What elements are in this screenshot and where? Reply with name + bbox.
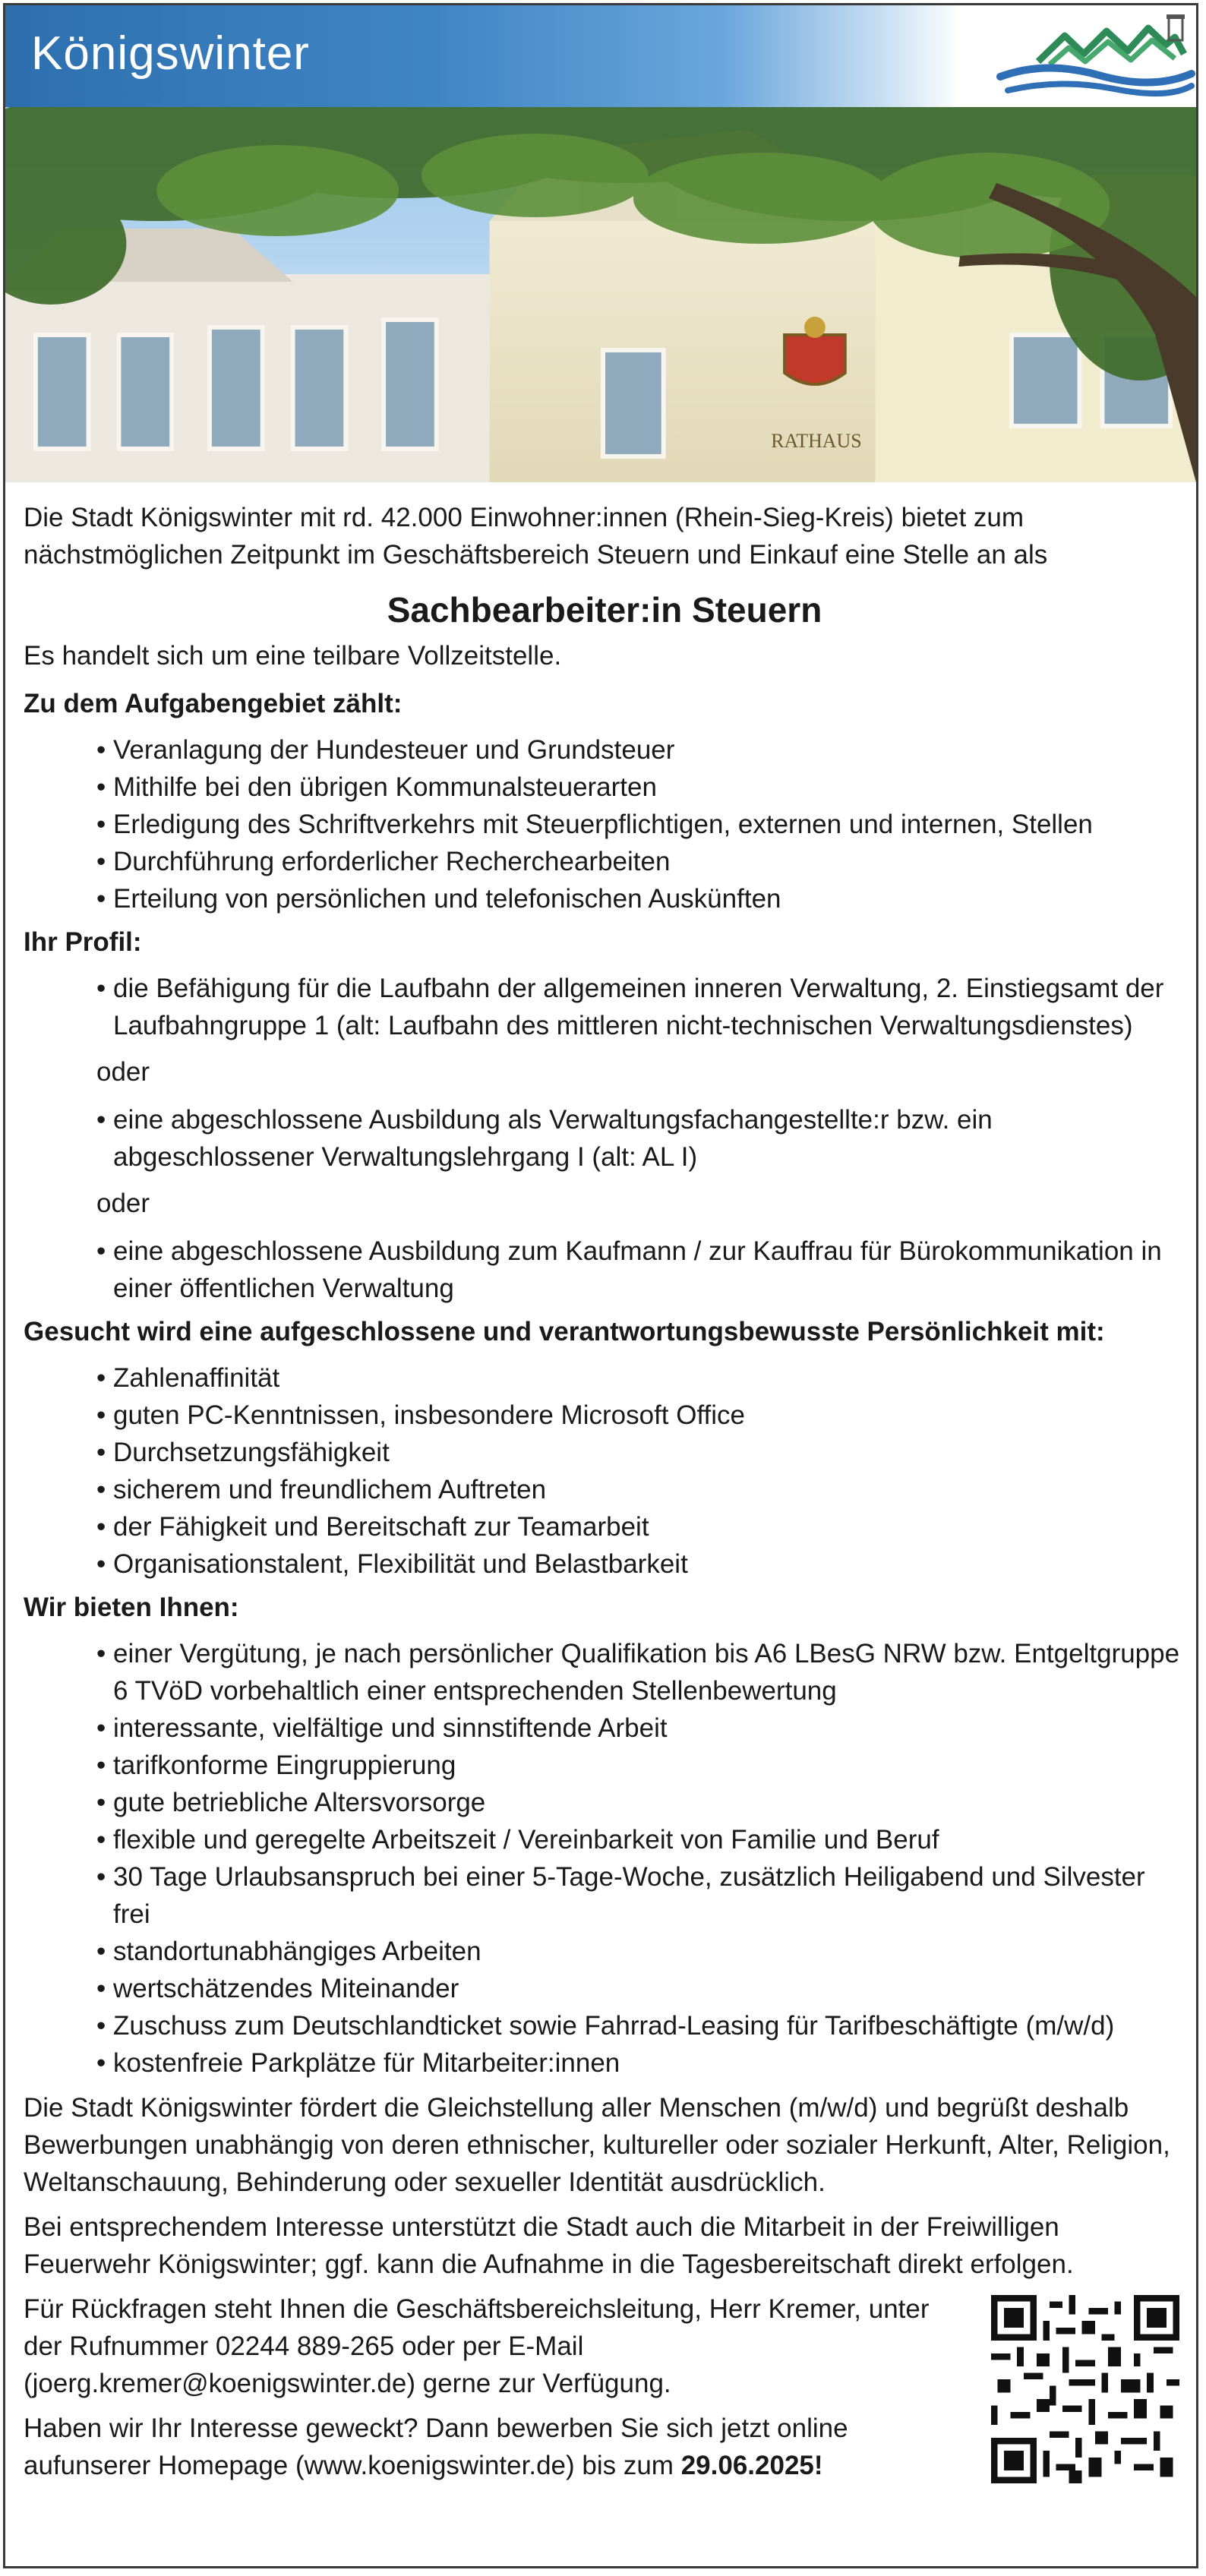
tasks-heading: Zu dem Aufgabengebiet zählt: [24, 689, 403, 718]
list-item: • 30 Tage Urlaubsanspruch bei einer 5-Tage-Woche, zusätzlich Heiligabend und Silvester frei [96, 1858, 1185, 1933]
job-title: Sachbearbeiter:in Steuern [387, 590, 822, 630]
list-item: • der Fähigkeit und Bereitschaft zur Teamarbeit [96, 1508, 1185, 1545]
list-item: • sicherem und freundlichem Auftreten [96, 1471, 1185, 1508]
profile-list-1 [24, 970, 1185, 1044]
profile-heading: Ihr Profil: [24, 927, 142, 957]
personality-list [24, 1359, 1185, 1583]
list-item: • Veranlagung der Hundesteuer und Grundsteuer [96, 731, 1185, 769]
list-item: • Zuschuss zum Deutschlandticket sowie Fahrrad-Leasing für Tarifbeschäftigte (m/w/d) [96, 2007, 1185, 2044]
tasks-list [24, 731, 1185, 917]
or-separator: oder [96, 1057, 150, 1087]
main-content [24, 499, 1185, 2492]
list-item: • Organisationstalent, Flexibilität und Belastbarkeit [96, 1545, 1185, 1583]
position-note: Es handelt sich um eine teilbare Vollzeitstelle. [24, 641, 562, 671]
header [5, 5, 1196, 107]
list-item: • Mithilfe bei den übrigen Kommunalsteuerarten [96, 769, 1185, 806]
list-item: • eine abgeschlossene Ausbildung zum Kaufmann / zur Kauffrau für Bürokommunikation in einer öffentlichen Verwaltung [96, 1233, 1185, 1307]
list-item: • Durchführung erforderlicher Recherchearbeiten [96, 843, 1185, 880]
city-logo-mountains-icon [993, 14, 1198, 98]
personality-heading: Gesucht wird eine aufgeschlossene und verantwortungsbewusste Persönlichkeit mit: [24, 1317, 1105, 1346]
apply-sentence: Haben wir Ihr Interesse geweckt? Dann bewerben Sie sich jetzt online aufunserer Homepage (www.koenigswinter.de) bis zum [24, 2413, 848, 2480]
apply-text [24, 2410, 958, 2484]
qr-code-icon[interactable] [991, 2295, 1179, 2483]
equality-statement: Die Stadt Königswinter fördert die Gleichstellung aller Menschen (m/w/d) und begrüßt deshalb Bewerbungen unabhängig von deren ethnischer, kultureller oder sozialer Herkunft, Alter, Religion, Weltanschauung, Behinderung oder sexueller Identität ausdrücklich. [24, 2093, 1170, 2197]
profile-list-3 [24, 1233, 1185, 1307]
list-item: • kostenfreie Parkplätze für Mitarbeiter:innen [96, 2044, 1185, 2082]
deadline: 29.06.2025! [680, 2451, 823, 2480]
list-item: • flexible und geregelte Arbeitszeit / Vereinbarkeit von Familie und Beruf [96, 1821, 1185, 1858]
list-item: • einer Vergütung, je nach persönlicher Qualifikation bis A6 LBesG NRW bzw. Entgeltgruppe 6 TVöD vorbehaltlich einer entsprechenden Stellenbewertung [96, 1635, 1185, 1709]
header-title: Königswinter [31, 27, 310, 80]
list-item: • die Befähigung für die Laufbahn der allgemeinen inneren Verwaltung, 2. Einstiegsamt der Laufbahngruppe 1 (alt: Laufbahn des mittleren nicht-technischen Verwaltungsdienstes) [96, 970, 1185, 1044]
list-item: • interessante, vielfältige und sinnstiftende Arbeit [96, 1709, 1185, 1747]
contact-info: Für Rückfragen steht Ihnen die Geschäftsbereichsleitung, Herr Kremer, unter der Rufnummer 02244 889-265 oder per E-Mail (joerg.kremer@koenigswinter.de) gerne zur Verfügung. [24, 2294, 930, 2398]
list-item: • standortunabhängiges Arbeiten [96, 1933, 1185, 1970]
town-hall-photo [5, 107, 1196, 482]
intro-text: Die Stadt Königswinter mit rd. 42.000 Einwohner:innen (Rhein-Sieg-Kreis) bietet zum nächstmöglichen Zeitpunkt im Geschäftsbereich Steuern und Einkauf eine Stelle an als [24, 503, 1048, 570]
fire-brigade-note: Bei entsprechendem Interesse unterstützt die Stadt auch die Mitarbeit in der Freiwilligen Feuerwehr Königswinter; ggf. kann die Aufnahme in die Tagesbereitschaft direkt erfolgen. [24, 2212, 1074, 2279]
list-item: • Durchsetzungsfähigkeit [96, 1434, 1185, 1471]
list-item: • Zahlenaffinität [96, 1359, 1185, 1397]
list-item: • Erledigung des Schriftverkehrs mit Steuerpflichtigen, externen und internen, Stellen [96, 806, 1185, 843]
profile-list-2 [24, 1101, 1185, 1176]
list-item: • eine abgeschlossene Ausbildung als Verwaltungsfachangestellte:r bzw. ein abgeschlossener Verwaltungslehrgang I (alt: AL I) [96, 1101, 1185, 1176]
offer-heading: Wir bieten Ihnen: [24, 1593, 239, 1622]
list-item: • guten PC-Kenntnissen, insbesondere Microsoft Office [96, 1397, 1185, 1434]
list-item: • tarifkonforme Eingruppierung [96, 1747, 1185, 1784]
offer-list [24, 1635, 1185, 2082]
or-separator: oder [96, 1189, 150, 1218]
list-item: • Erteilung von persönlichen und telefonischen Auskünften [96, 880, 1185, 917]
list-item: • gute betriebliche Altersvorsorge [96, 1784, 1185, 1821]
rathaus-sign: RATHAUS [771, 429, 862, 453]
job-posting [3, 3, 1198, 2568]
list-item: • wertschätzendes Miteinander [96, 1970, 1185, 2007]
